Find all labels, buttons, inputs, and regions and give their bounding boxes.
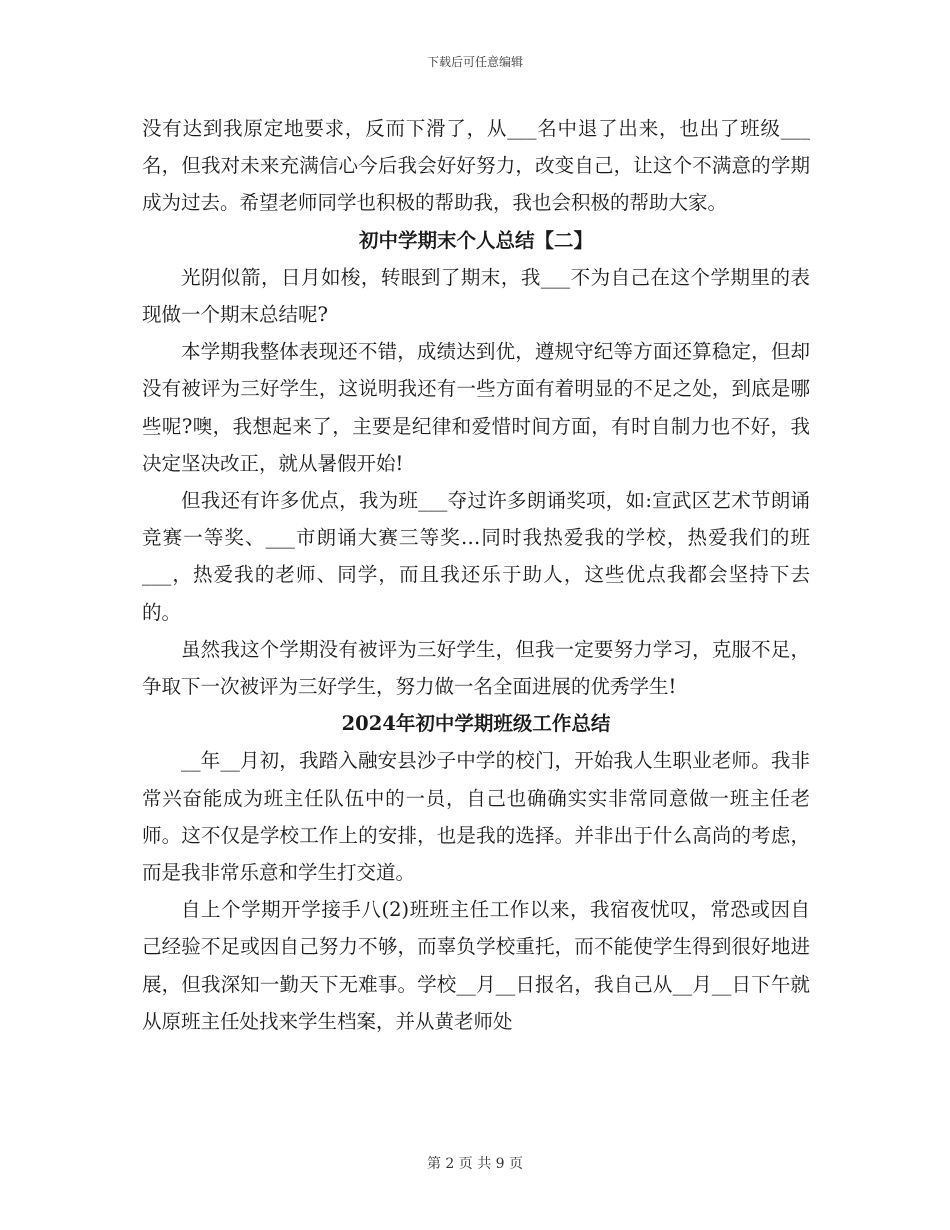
paragraph: 没有达到我原定地要求，反而下滑了，从___名中退了出来，也出了班级___名，但我对未来充满信心今后我会好好努力，改变自己，让这个不满意的学期成为过去。希望老师同学也积极的帮助我，我也会积极的帮助大家。	[142, 117, 810, 215]
paragraph: 虽然我这个学期没有被评为三好学生，但我一定要努力学习，克服不足，争取下一次被评为三好学生，努力做一名全面进展的优秀学生!	[142, 637, 810, 699]
section-heading: 初中学期末个人总结【二】	[358, 228, 593, 252]
paragraph: 本学期我整体表现还不错，成绩达到优，遵规守纪等方面还算稳定，但却没有被评为三好学生，这说明我还有一些方面有着明显的不足之处，到底是哪些呢?噢，我想起来了，主要是纪律和爱惜时间方面，有时自制力也不好，我决定坚决改正，就从暑假开始!	[142, 340, 810, 475]
paragraph: 但我还有许多优点，我为班___夺过许多朗诵奖项，如:宣武区艺术节朗诵竞赛一等奖、___市朗诵大赛三等奖…同时我热爱我的学校，热爱我们的班___，热爱我的老师、同学，而且我还乐于助人，这些优点我都会坚持下去的。	[142, 489, 810, 624]
paragraph: 自上个学期开学接手八(2)班班主任工作以来，我宿夜忧叹，常恐或因自己经验不足或因自己努力不够，而辜负学校重托，而不能使学生得到很好地进展，但我深知一勤天下无难事。学校__月__日报名，我自己从__月__日下午就从原班主任处找来学生档案，并从黄老师处	[142, 898, 810, 1033]
paragraph: 光阴似箭，日月如梭，转眼到了期末，我___不为自己在这个学期里的表现做一个期末总结呢?	[142, 265, 810, 327]
document-body	[142, 110, 810, 1040]
page-header: 下载后可任意编辑	[426, 55, 523, 69]
section-heading: 2024年初中学期班级工作总结	[341, 712, 611, 736]
paragraph: __年__月初，我踏入融安县沙子中学的校门，开始我人生职业老师。我非常兴奋能成为班主任队伍中的一员，自己也确确实实非常同意做一班主任老师。这不仅是学校工作上的安排，也是我的选择。并非出于什么高尚的考虑，而是我非常乐意和学生打交道。	[142, 749, 810, 885]
page-footer: 第 2 页 共 9 页	[426, 1156, 524, 1172]
